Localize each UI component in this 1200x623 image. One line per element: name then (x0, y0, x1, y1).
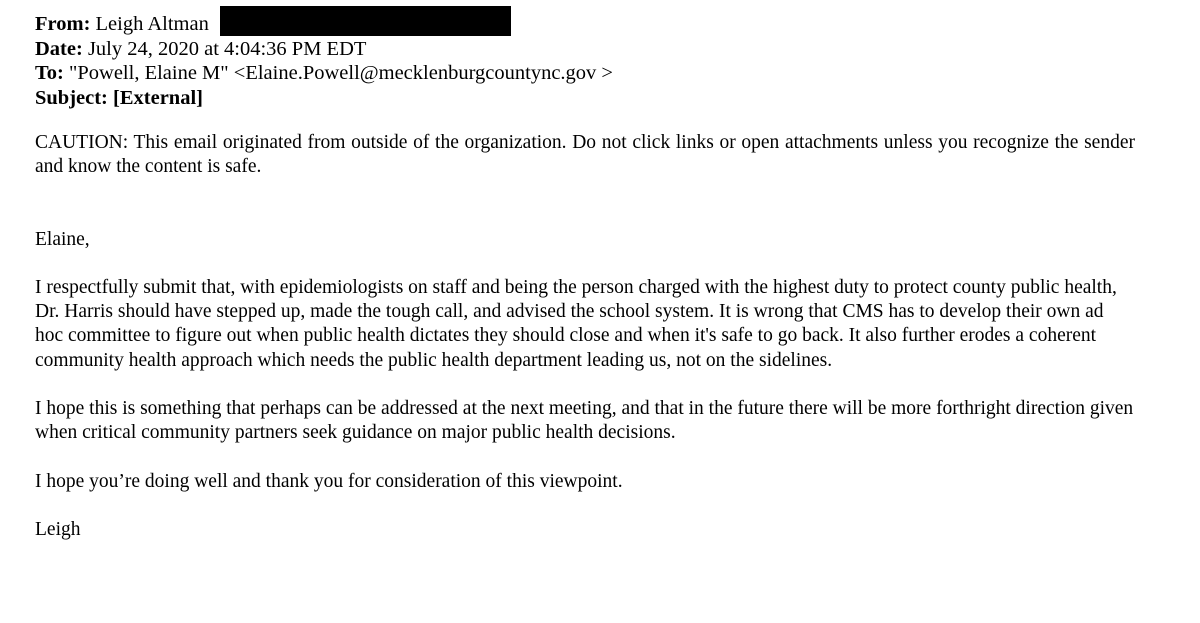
from-label: From: (35, 13, 91, 35)
to-label: To: (35, 62, 64, 84)
signature: Leigh (35, 518, 81, 540)
from-row (35, 6, 1170, 37)
body-paragraph-3: I hope you’re doing well and thank you for consideration of this viewpoint. (35, 470, 623, 492)
greeting: Elaine, (35, 228, 90, 250)
body-paragraph-1: I respectfully submit that, with epidemiologists on staff and being the person charged with the highest duty to protect county public health, Dr. Harris should have stepped up, made the tough call, and advised the school system. It is wrong that CMS has to develop their own ad hoc committee to figure out when public health dictates they should close and when it's safe to go back. It also further erodes a coherent community health approach which needs the public health department leading us, not on the sidelines. (35, 276, 1117, 371)
subject-value: [External] (113, 86, 203, 109)
body-paragraph-2: I hope this is something that perhaps can be addressed at the next meeting, and that in the future there will be more forthright direction given when critical community partners seek guidance on major public health decisions. (35, 398, 1134, 444)
email-headers (35, 6, 1170, 110)
email-document (35, 6, 1170, 542)
from-value: Leigh Altman (95, 13, 209, 35)
to-row (35, 61, 1170, 86)
date-label: Date: (35, 37, 83, 60)
caution-notice: CAUTION: This email originated from outside of the organization. Do not click links or open attachments unless you recognize the sender and know the content is safe. (35, 132, 1135, 178)
to-value: "Powell, Elaine M" <Elaine.Powell@mecklenburgcountync.gov > (69, 62, 613, 84)
subject-label: Subject: (35, 86, 108, 109)
subject-row (35, 86, 1170, 111)
redaction-box (220, 6, 511, 36)
date-value: July 24, 2020 at 4:04:36 PM EDT (87, 37, 367, 60)
email-body (35, 131, 1170, 542)
date-row (35, 37, 1170, 62)
